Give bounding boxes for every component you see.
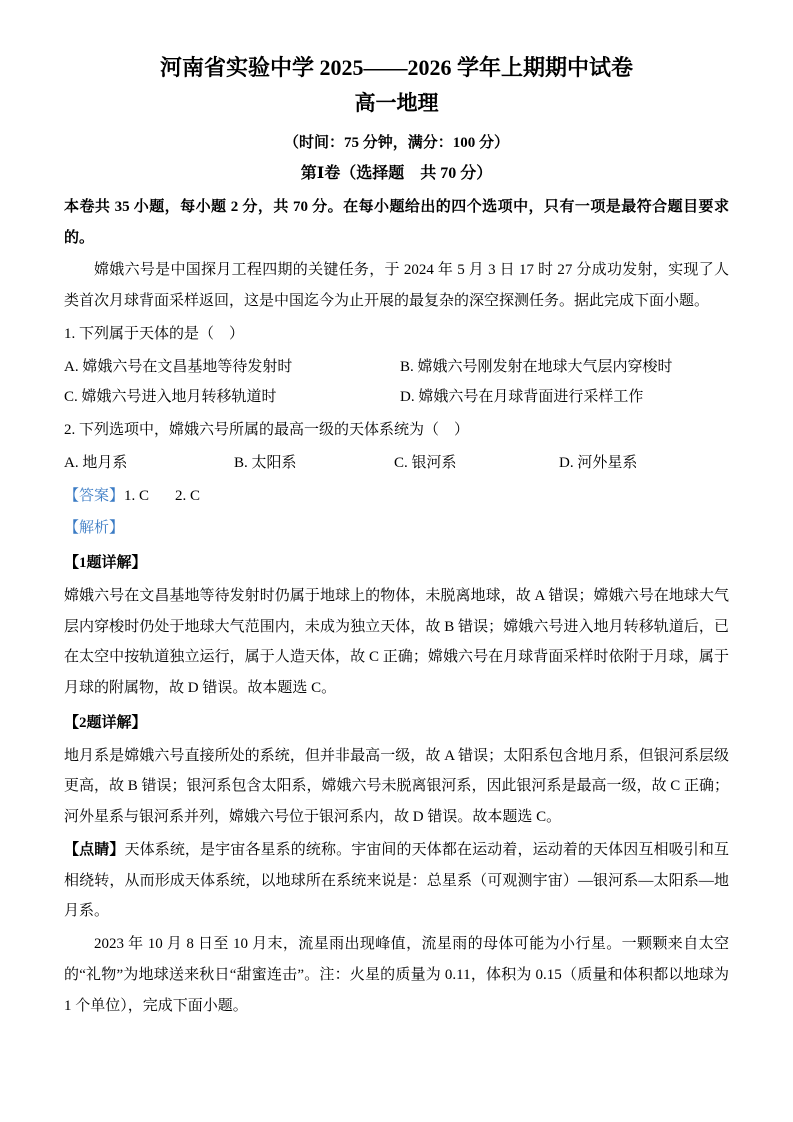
answer-label: 【答案】 [64, 487, 125, 504]
detail-2-heading: 【2题详解】 [64, 714, 147, 731]
tip-label: 【点睛】 [64, 841, 125, 858]
analysis-line [64, 513, 729, 544]
tip-text: 天体系统，是宇宙各星系的统称。宇宙间的天体都在运动着，运动着的天体因互相吸引和互相绕转，从而形成天体系统，以地球所在系统来说是：总星系（可观测宇宙）—银河系—太阳系—地月系。 [64, 841, 729, 920]
section-header: 第Ⅰ卷（选择题 共 70 分） [300, 164, 493, 182]
question-1-option-a: A. 嫦娥六号在文昌基地等待发射时 [64, 358, 293, 375]
question-2-option-a: A. 地月系 [64, 454, 128, 471]
exam-instructions: 本卷共 35 小题，每小题 2 分，共 70 分。在每小题给出的四个选项中，只有一项是最符合题目要求的。 [64, 198, 729, 246]
question-1-options [64, 352, 729, 414]
question-1-option-c: C. 嫦娥六号进入地月转移轨道时 [64, 389, 277, 406]
question-2-options [64, 448, 729, 479]
question-1-option-d: D. 嫦娥六号在月球背面进行采样工作 [400, 389, 644, 406]
question-1-stem: 1. 下列属于天体的是（ ） [64, 325, 245, 342]
question-2-option-c: C. 银河系 [394, 454, 457, 471]
analysis-label: 【解析】 [64, 520, 125, 537]
answer-line [64, 481, 729, 512]
question-2-option-b: B. 太阳系 [234, 454, 297, 471]
detail-1-heading: 【1题详解】 [64, 555, 147, 572]
answer-q2: 2. C [175, 487, 201, 504]
question-1-option-b: B. 嫦娥六号刚发射在地球大气层内穿梭时 [400, 358, 673, 375]
paper-title: 河南省实验中学 2025——2026 学年上期期中试卷 [159, 55, 633, 80]
passage-2: 2023 年 10 月 8 日至 10 月末，流星雨出现峰值，流星雨的母体可能为小行星。一颗颗来自太空的“礼物”为地球送来秋日“甜蜜连击”。注：火星的质量为 0.11，体积为 0.15（质量和体积都以地球为 1 个单位），完成下面小题。 [64, 936, 729, 1014]
tip-paragraph [64, 835, 729, 927]
paper-subject: 高一地理 [354, 91, 439, 116]
detail-1-text: 嫦娥六号在文昌基地等待发射时仍属于地球上的物体，未脱离地球，故 A 错误；嫦娥六号在地球大气层内穿梭时仍处于地球大气范围内，未成为独立天体，故 B 错误；嫦娥六号进入地月转移轨道后，已在太空中按轨道独立运行，属于人造天体，故 C 正确；嫦娥六号在月球背面采样时依附于月球，属于月球的附属物，故 D 错误。故本题选 C。 [64, 587, 729, 697]
question-2-option-d: D. 河外星系 [559, 454, 638, 471]
passage-1: 嫦娥六号是中国探月工程四期的关键任务，于 2024 年 5 月 3 日 17 时 27 分成功发射，实现了人类首次月球背面采样返回，这是中国迄今为止开展的最复杂的深空探测任务。据此完成下面小题。 [64, 262, 729, 310]
question-2-stem: 2. 下列选项中，嫦娥六号所属的最高一级的天体系统为（ ） [64, 422, 470, 439]
detail-2-text: 地月系是嫦娥六号直接所处的系统，但并非最高一级，故 A 错误；太阳系包含地月系，但银河系层级更高，故 B 错误；银河系包含太阳系，嫦娥六号未脱离银河系，因此银河系是最高一级，故 C 正确；河外星系与银河系并列，嫦娥六号位于银河系内，故 D 错误。故本题选 C。 [64, 747, 730, 826]
answer-q1: 1. C [124, 487, 150, 504]
time-score-line: （时间：75 分钟，满分：100 分） [283, 134, 509, 151]
